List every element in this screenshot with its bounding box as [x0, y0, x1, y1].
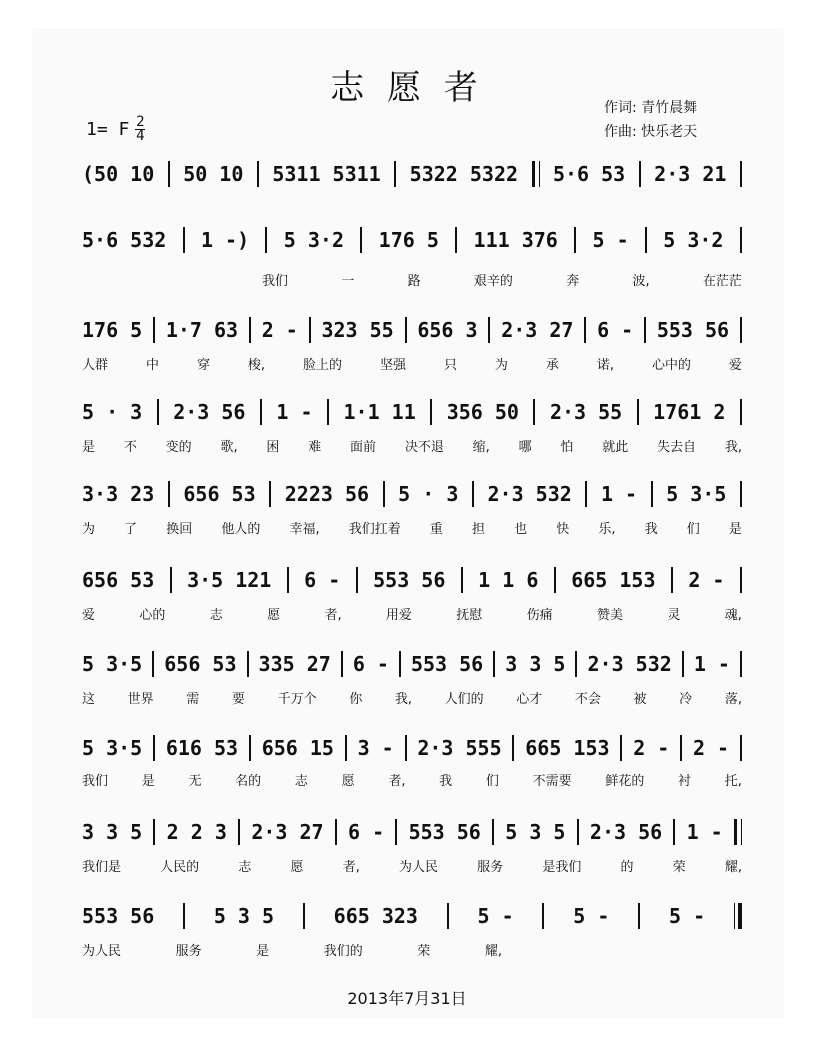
lyric-word: 面前: [350, 440, 377, 455]
measure-notes: 656 3: [417, 318, 478, 342]
measure-notes: 2 2 3: [166, 820, 227, 844]
lyric-word: 路: [407, 274, 421, 289]
lyric-row: [262, 270, 742, 289]
lyric-row: [82, 436, 742, 455]
bar-line: [542, 903, 544, 929]
lyric-word: 歌,: [220, 440, 238, 455]
bar-line: [168, 481, 170, 507]
bar-line: [671, 567, 673, 593]
measure-notes: 2·3 55: [549, 400, 623, 424]
bar-line: [395, 819, 397, 845]
bar-line: [335, 819, 337, 845]
lyric-word: 者,: [388, 774, 406, 789]
lyric-word: 爱: [82, 608, 96, 623]
bar-line: [183, 227, 185, 253]
composer: 作曲: 快乐老天: [604, 124, 698, 140]
lyric-word: 我们是: [82, 860, 122, 875]
measure-notes: 356 50: [446, 400, 519, 424]
bar-line: [399, 651, 401, 677]
measure-notes: 1761 2: [653, 400, 726, 424]
lyric-word: 被: [633, 692, 647, 707]
lyric-word: 心才: [516, 692, 543, 707]
measure-notes: 2 -: [261, 318, 298, 342]
measure-notes: 5 3·2: [663, 228, 724, 252]
bar-line: [740, 317, 742, 343]
key-label: 1= F: [86, 119, 130, 140]
measure-notes: 665 153: [571, 568, 656, 592]
bar-line: [740, 481, 742, 507]
lyric-word: 我们: [82, 774, 109, 789]
bar-line: [740, 651, 742, 677]
score-row: [82, 902, 742, 930]
measure-notes: 5322 5322: [409, 162, 519, 186]
lyric-row: [82, 856, 742, 875]
bar-line: [157, 399, 159, 425]
repeat-sign: [734, 819, 742, 845]
measure-notes: 6 -: [348, 820, 385, 844]
bar-line: [153, 735, 155, 761]
bar-line: [360, 227, 362, 253]
measure-notes: 553 56: [82, 904, 155, 928]
measure-notes: 553 56: [408, 820, 481, 844]
lyric-row: [82, 518, 742, 537]
measure-notes: 1 1 6: [478, 568, 539, 592]
date: 2013年7月31日: [347, 989, 467, 1008]
measure-notes: 656 53: [164, 652, 237, 676]
lyric-word: 诺,: [596, 358, 614, 373]
lyric-word: 们: [485, 774, 499, 789]
lyric-word: 用爱: [385, 608, 412, 623]
bar-line: [287, 567, 289, 593]
bar-line: [265, 227, 267, 253]
bar-line: [183, 903, 185, 929]
lyric-word: 艰辛的: [473, 274, 513, 289]
bar-line: [345, 735, 347, 761]
lyric-word: 愿: [290, 860, 304, 875]
lyric-word: 是: [728, 522, 742, 537]
bar-line: [554, 567, 556, 593]
measure-notes: 656 15: [261, 736, 334, 760]
bar-line: [170, 567, 172, 593]
bar-line: [651, 481, 653, 507]
measure-notes: 2 -: [633, 736, 670, 760]
bar-line: [584, 317, 586, 343]
measure-notes: 5 -: [668, 904, 706, 928]
bar-line: [447, 903, 449, 929]
bar-line: [153, 819, 155, 845]
bar-line: [585, 481, 587, 507]
lyric-word: 人民的: [160, 860, 200, 875]
bar-line: [249, 317, 251, 343]
lyric-word: 决不退: [404, 440, 444, 455]
lyric-row: [82, 604, 742, 623]
measure-notes: 1·1 11: [343, 400, 416, 424]
bar-line: [247, 651, 249, 677]
measure-notes: 2·3 21: [654, 162, 727, 186]
measure-notes: 5·6 532: [82, 228, 167, 252]
bar-line: [461, 567, 463, 593]
measure-notes: (50 10: [82, 162, 155, 186]
measure-notes: 616 53: [165, 736, 239, 760]
lyric-word: 衬: [678, 774, 692, 789]
bar-line: [645, 227, 647, 253]
lyric-word: 你: [349, 692, 363, 707]
lyric-word: 心的: [139, 608, 166, 623]
measure-notes: 3 3 5: [82, 820, 143, 844]
score-row: [82, 398, 742, 426]
key-signature: [86, 116, 145, 143]
measure-notes: 6 -: [352, 652, 389, 676]
repeat-sign: [532, 161, 540, 187]
lyric-row: [82, 688, 742, 707]
lyric-word: 抚慰: [456, 608, 483, 623]
lyric-word: 穿: [196, 358, 210, 373]
lyric-word: 服务: [175, 944, 202, 959]
bar-line: [303, 903, 305, 929]
lyric-word: 者,: [324, 608, 342, 623]
bar-line: [168, 161, 170, 187]
lyric-word: 需: [186, 692, 200, 707]
bar-line: [383, 481, 385, 507]
bar-line: [488, 317, 490, 343]
bar-line: [740, 735, 742, 761]
bar-line: [680, 735, 682, 761]
bar-line: [620, 735, 622, 761]
measure-notes: 2 -: [688, 568, 725, 592]
measure-notes: 1 -: [686, 820, 723, 844]
lyric-word: 是: [82, 440, 96, 455]
measure-notes: 335 27: [258, 652, 331, 676]
measure-notes: 2·3 56: [173, 400, 246, 424]
measure-notes: 2·3 532: [587, 652, 672, 676]
lyric-word: 千万个: [277, 692, 317, 707]
lyric-word: 荣: [417, 944, 431, 959]
lyric-row: [82, 354, 742, 373]
lyric-word: 心中的: [651, 358, 691, 373]
measure-notes: 656 53: [183, 482, 256, 506]
bar-line: [638, 903, 640, 929]
score-row: [82, 734, 742, 762]
measure-notes: 5 3·5: [82, 652, 143, 676]
lyric-word: 缩,: [472, 440, 490, 455]
lyric-word: 幸福,: [289, 522, 320, 537]
measure-notes: 5 3·2: [283, 228, 344, 252]
time-signature: [135, 116, 145, 143]
bar-line: [673, 819, 675, 845]
lyric-word: 怕: [560, 440, 574, 455]
score-row: [82, 566, 742, 594]
bar-line: [637, 399, 639, 425]
measure-notes: 50 10: [183, 162, 244, 186]
lyric-word: 我: [644, 522, 658, 537]
lyric-word: 要: [231, 692, 245, 707]
lyric-word: 愿: [267, 608, 281, 623]
bar-line: [455, 227, 457, 253]
lyric-word: 为人民: [82, 944, 122, 959]
lyric-word: 我们的: [323, 944, 363, 959]
bar-line: [341, 651, 343, 677]
lyric-word: 名的: [235, 774, 262, 789]
lyric-word: 变的: [165, 440, 192, 455]
measure-notes: 5 3 5: [213, 904, 275, 928]
bar-line: [394, 161, 396, 187]
measure-notes: 665 153: [525, 736, 610, 760]
bar-line: [740, 227, 742, 253]
lyric-word: 者,: [342, 860, 360, 875]
measure-notes: 2223 56: [284, 482, 370, 506]
lyric-word: 这: [82, 692, 96, 707]
lyric-word: 人群: [82, 358, 109, 373]
bar-line: [577, 819, 579, 845]
final-bar-line: [734, 903, 742, 929]
bar-line: [639, 161, 641, 187]
score-row: [82, 650, 742, 678]
lyric-row: [82, 940, 502, 959]
bar-line: [405, 317, 407, 343]
measure-notes: 2·3 56: [589, 820, 663, 844]
measure-notes: 5 · 3: [82, 400, 143, 424]
lyric-word: 脸上的: [303, 358, 343, 373]
lyric-word: 世界: [127, 692, 154, 707]
lyricist: 作词: 青竹晨舞: [604, 100, 698, 116]
score-row: [82, 818, 742, 846]
lyric-word: 爱: [728, 358, 742, 373]
measure-notes: 5 -: [592, 228, 629, 252]
lyric-word: 重: [429, 522, 443, 537]
measure-notes: 176 5: [378, 228, 439, 252]
lyric-word: 志: [209, 608, 223, 623]
lyric-word: 们: [686, 522, 700, 537]
bar-line: [327, 399, 329, 425]
bar-line: [493, 651, 495, 677]
bar-line: [644, 317, 646, 343]
lyric-word: 了: [124, 522, 138, 537]
lyric-word: 服务: [477, 860, 504, 875]
measure-notes: 2·3 27: [501, 318, 574, 342]
bar-line: [153, 317, 155, 343]
lyric-word: 不会: [574, 692, 601, 707]
measure-notes: 5 3 5: [505, 820, 566, 844]
lyric-word: 波,: [632, 274, 650, 289]
lyric-word: 是: [141, 774, 155, 789]
measure-notes: 6 -: [597, 318, 634, 342]
bar-line: [575, 651, 577, 677]
lyric-word: 赞美: [597, 608, 624, 623]
measure-notes: 3 -: [357, 736, 394, 760]
bar-line: [257, 161, 259, 187]
lyric-word: 困: [266, 440, 280, 455]
bar-line: [152, 651, 154, 677]
lyric-word: 奔: [566, 274, 580, 289]
measure-notes: 2 -: [692, 736, 730, 760]
lyric-word: 一: [341, 274, 355, 289]
lyric-word: 志: [294, 774, 308, 789]
lyric-word: 鲜花的: [605, 774, 645, 789]
measure-notes: 5 3·5: [666, 482, 727, 506]
lyric-word: 哪: [518, 440, 532, 455]
bar-line: [740, 567, 742, 593]
lyric-word: 为: [494, 358, 508, 373]
measure-notes: 553 56: [410, 652, 484, 676]
lyric-word: 梭,: [247, 358, 266, 373]
measure-notes: 111 376: [473, 228, 558, 252]
meter-bottom: 4: [136, 128, 145, 144]
lyric-word: 为人民: [398, 860, 438, 875]
measure-notes: 6 -: [304, 568, 341, 592]
lyric-word: 失去自: [657, 440, 697, 455]
score-row: [82, 226, 742, 254]
lyric-word: 不: [123, 440, 137, 455]
measure-notes: 2·3 555: [417, 736, 502, 760]
bar-line: [682, 651, 684, 677]
measure-notes: 656 53: [82, 568, 155, 592]
measure-notes: 323 55: [321, 318, 394, 342]
score-row: [82, 316, 742, 344]
lyric-word: 中: [145, 358, 159, 373]
bar-line: [533, 399, 535, 425]
measure-notes: 1 -: [693, 652, 730, 676]
lyric-word: 换回: [166, 522, 193, 537]
measure-notes: 1 -: [276, 400, 313, 424]
lyric-row: [82, 770, 742, 789]
measure-notes: 5 · 3: [398, 482, 459, 506]
score-row: [82, 160, 742, 188]
bar-line: [574, 227, 576, 253]
lyric-word: 担: [472, 522, 486, 537]
lyric-word: 不需要: [532, 774, 572, 789]
measure-notes: 665 323: [333, 904, 418, 928]
measure-notes: 1 -: [600, 482, 638, 506]
lyric-word: 伤痛: [526, 608, 553, 623]
lyric-word: 我: [439, 774, 453, 789]
bar-line: [512, 735, 514, 761]
lyric-word: 落,: [724, 692, 742, 707]
lyric-word: 我们: [262, 274, 289, 289]
lyric-word: 人们的: [444, 692, 484, 707]
lyric-word: 托,: [724, 774, 742, 789]
measure-notes: 3·3 23: [82, 482, 155, 506]
measure-notes: 176 5: [82, 318, 143, 342]
lyric-word: 难: [308, 440, 322, 455]
lyric-word: 冷: [679, 692, 693, 707]
lyric-word: 坚强: [379, 358, 406, 373]
bar-line: [405, 735, 407, 761]
lyric-word: 承: [545, 358, 559, 373]
bar-line: [472, 481, 474, 507]
lyric-word: 志: [238, 860, 252, 875]
bar-line: [740, 399, 742, 425]
lyric-word: 是我们: [542, 860, 582, 875]
lyric-word: 耀,: [484, 944, 502, 959]
bar-line: [269, 481, 271, 507]
measure-notes: 553 56: [373, 568, 446, 592]
bar-line: [309, 317, 311, 343]
lyric-word: 荣: [672, 860, 686, 875]
lyric-word: 我们扛着: [348, 522, 401, 537]
lyric-word: 我,: [724, 440, 742, 455]
lyric-word: 乐,: [598, 522, 616, 537]
lyric-word: 愿: [341, 774, 355, 789]
measure-notes: 5 3·5: [82, 736, 143, 760]
lyric-word: 灵: [667, 608, 681, 623]
lyric-word: 是: [256, 944, 270, 959]
lyric-word: 就此: [602, 440, 629, 455]
lyric-word: 我,: [394, 692, 412, 707]
measure-notes: 1 -): [200, 228, 250, 252]
measure-notes: 5311 5311: [272, 162, 381, 186]
score-row: [82, 480, 742, 508]
measure-notes: 5·6 53: [552, 162, 626, 186]
lyric-word: 魂,: [724, 608, 742, 623]
measure-notes: 3 3 5: [505, 652, 566, 676]
measure-notes: 3·5 121: [187, 568, 272, 592]
measure-notes: 5 -: [477, 904, 514, 928]
lyric-word: 也: [514, 522, 528, 537]
lyric-word: 快: [556, 522, 570, 537]
lyric-word: 在茫茫: [702, 274, 742, 289]
lyric-word: 为: [82, 522, 96, 537]
bar-line: [740, 161, 742, 187]
lyric-word: 无: [188, 774, 202, 789]
measure-notes: 2·3 27: [251, 820, 324, 844]
song-title: 志 愿 者: [330, 68, 484, 108]
lyric-word: 的: [620, 860, 634, 875]
lyric-word: 只: [443, 358, 457, 373]
bar-line: [430, 399, 432, 425]
measure-notes: 2·3 532: [487, 482, 572, 506]
credits: [604, 96, 697, 144]
meter-top: 2: [136, 114, 145, 130]
measure-notes: 1·7 63: [165, 318, 239, 342]
bar-line: [356, 567, 358, 593]
measure-notes: 5 -: [573, 904, 610, 928]
measure-notes: 553 56: [656, 318, 730, 342]
bar-line: [249, 735, 251, 761]
lyric-word: 他人的: [221, 522, 261, 537]
lyric-word: 耀,: [724, 860, 742, 875]
bar-line: [238, 819, 240, 845]
bar-line: [260, 399, 262, 425]
bar-line: [492, 819, 494, 845]
